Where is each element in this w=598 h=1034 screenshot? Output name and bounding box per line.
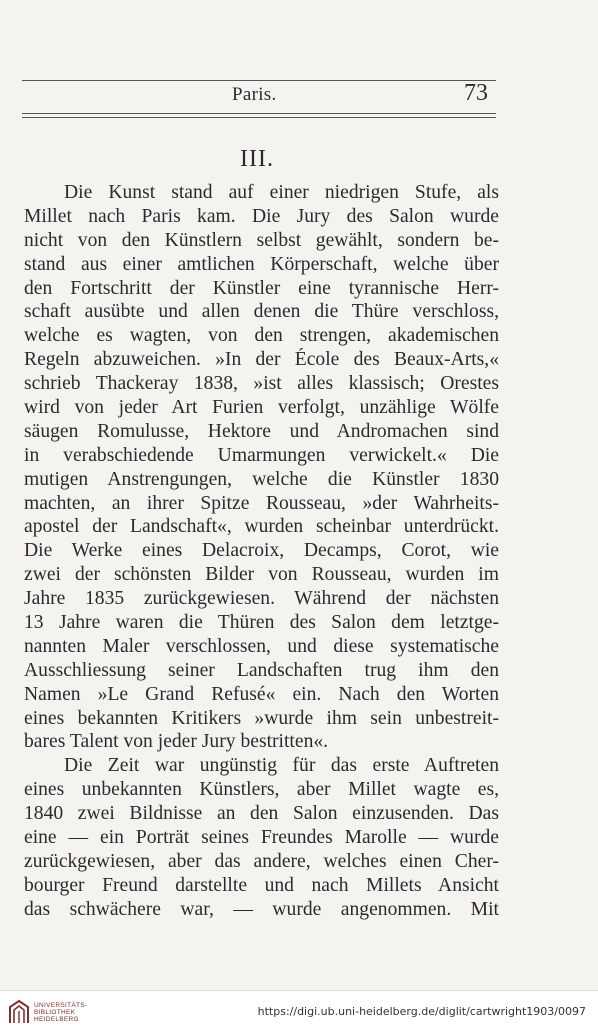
text-line: bares Talent von jeder Jury bestritten«. [24,731,329,753]
header-rule-mid [22,113,496,114]
running-head [22,80,496,110]
text-line: Die Kunst stand auf einer niedrigen Stufe, als [64,182,499,203]
text-line: wird von jeder Art Furien verfolgt, unzählige Wölfe [24,397,499,419]
body-text [24,181,499,922]
text-line: eines unbekannten Künstlers, aber Millet wagte es, [24,779,499,801]
text-line: apostel der Landschaft«, wurden scheinbar unterdrückt. [24,516,499,538]
text-line: nicht von den Künstlern selbst gewählt, sondern be- [24,229,499,251]
text-line: zwei der schönsten Bilder von Rousseau, wurden im [24,564,499,586]
library-name-line: UNIVERSITÄTS- [34,1002,88,1009]
text-line: 1840 zwei Bildnisse an den Salon einzusenden. Das [24,803,499,825]
text-line: Ausschliessung seiner Landschaften trug ihm den [24,659,499,681]
text-line: Millet nach Paris kam. Die Jury des Salon wurde [24,205,499,227]
library-logo-icon [8,999,30,1025]
running-head-title: Paris. [232,84,277,105]
text-line: zurückgewiesen, aber das andere, welches einen Cher- [24,850,499,872]
header-rule-top [22,80,496,81]
text-line: 13 Jahre waren die Thüren des Salon dem letztge- [24,612,499,634]
library-name [34,1002,87,1024]
text-line: machten, an ihrer Spitze Rousseau, »der Wahrheits- [24,492,499,514]
text-line: stand aus einer amtlichen Körperschaft, welche über [24,253,499,275]
text-line: säugen Romulusse, Hektore und Andromachen sind [24,420,499,442]
text-line: eine — ein Porträt seines Freundes Marolle — wurde [24,827,499,849]
text-line: eines bekannten Kritikers »wurde ihm sein unbestreit- [24,707,499,729]
text-line: den Fortschritt der Künstler eine tyrannische Herr- [24,277,499,299]
viewer-footer [0,990,598,1034]
text-line: das schwächere war, — wurde angenommen. Mit [24,898,499,920]
text-line: mutigen Anstrengungen, welche die Künstler 1830 [24,468,499,490]
text-line: Jahre 1835 zurückgewiesen. Während der nächsten [24,588,499,610]
library-name-line: BIBLIOTHEK [34,1009,76,1017]
library-name-line: HEIDELBERG [34,1016,79,1024]
permalink-url[interactable]: https://digi.ub.uni-heidelberg.de/diglit/cartwright1903/0097 [257,1005,586,1018]
text-line: in verabschiedende Umarmungen verwickelt.« Die [24,444,499,466]
text-line: welche es wagten, von den strengen, akademischen [24,325,499,347]
text-line: schaft ausübte und allen denen die Thüre verschloss, [24,301,499,323]
page-number: 73 [464,80,488,106]
text-line: Regeln abzuweichen. »In der École des Beaux-Arts,« [24,349,499,371]
text-line: Namen »Le Grand Refusé« ein. Nach den Worten [24,683,499,705]
text-line: nannten Maler verschlossen, und diese systematische [24,635,499,657]
chapter-heading: III. [240,146,274,172]
header-rule-bottom [22,117,496,118]
text-line: schrieb Thackeray 1838, »ist alles klassisch; Orestes [24,373,499,395]
text-line: Die Werke eines Delacroix, Decamps, Corot, wie [24,540,499,562]
text-line: bourger Freund darstellte und nach Millets Ansicht [24,874,499,896]
text-line: Die Zeit war ungünstig für das erste Auftreten [64,755,499,777]
